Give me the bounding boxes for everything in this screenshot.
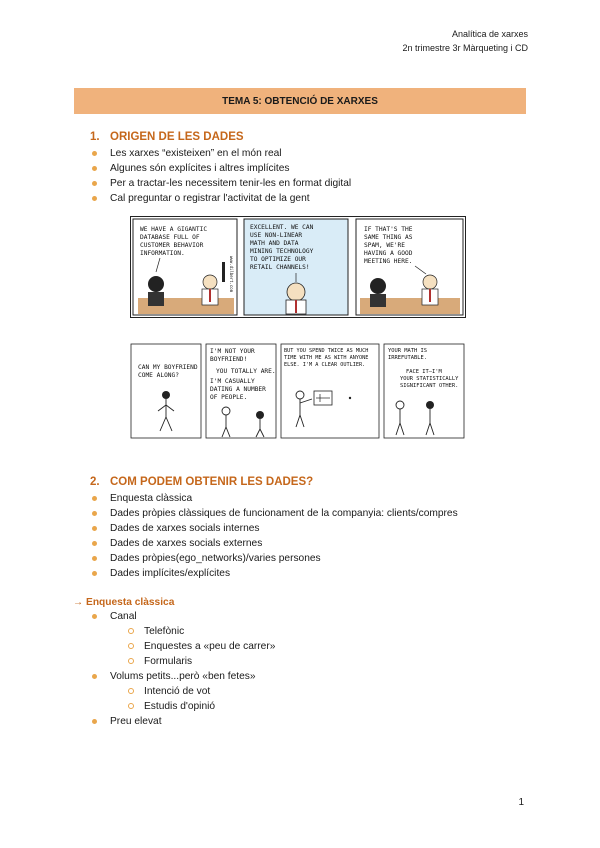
bullet-icon xyxy=(92,556,97,561)
subsection-list xyxy=(92,609,275,729)
bullet-icon xyxy=(92,151,97,156)
comic1-panel3-text: IF THAT'S THE SAME THING AS SPAM, WE'RE HAVING A GOOD MEETING HERE. xyxy=(364,226,413,265)
section1-heading xyxy=(90,131,244,143)
section1-number: 1. xyxy=(90,131,100,143)
topic-banner xyxy=(74,88,526,114)
list-subitem: Enquestes a «peu de carrer» xyxy=(92,639,275,654)
list-item: Dades implícites/explícites xyxy=(92,566,458,581)
page-number: 1 xyxy=(518,797,524,808)
list-item: Algunes són explícites i altres implícites xyxy=(92,161,351,176)
section2-number: 2. xyxy=(90,476,100,488)
section2-heading xyxy=(90,476,313,488)
bullet-icon xyxy=(92,166,97,171)
subsection-title: → Enquesta clàssica xyxy=(73,597,175,608)
comic2-panel4-text: YOUR MATH IS IRREFUTABLE. FACE IT—I'M YOUR STATISTICALLY SIGNIFICANT OTHER. xyxy=(388,348,459,389)
section1-bullets xyxy=(92,146,351,206)
comic2-panel2-text: I'M NOT YOUR BOYFRIEND! YOU TOTALLY ARE. I'M CASUALLY DATING A NUMBER OF PEOPLE. xyxy=(210,348,276,401)
circle-bullet-icon xyxy=(128,688,134,694)
bullet-icon xyxy=(92,674,97,679)
circle-bullet-icon xyxy=(128,643,134,649)
list-item: Volums petits...però «ben fetes» xyxy=(92,669,275,684)
comic2-panel1-text: CAN MY BOYFRIEND COME ALONG? xyxy=(138,364,198,379)
header-term: 2n trimestre 3r Màrqueting i CD xyxy=(402,43,528,53)
svg-text:www.dilbert.com: www.dilbert.com xyxy=(229,256,234,293)
comic1-panel2-text: EXCELLENT. WE CAN USE NON-LINEAR MATH AND DATA MINING TECHNOLOGY TO OPTIMIZE OUR RETAIL CHANNELS! xyxy=(250,224,314,271)
list-item: Les xarxes “existeixen” en el món real xyxy=(92,146,351,161)
section2-title: COM PODEM OBTENIR LES DADES? xyxy=(110,476,314,488)
xkcd-comic xyxy=(130,343,466,439)
header-course: Analítica de xarxes xyxy=(451,29,528,39)
list-item: Enquesta clàssica xyxy=(92,491,458,506)
list-subitem: Intenció de vot xyxy=(92,684,275,699)
bullet-icon xyxy=(92,511,97,516)
bullet-icon xyxy=(92,496,97,501)
list-subitem: Telefònic xyxy=(92,624,275,639)
list-item: Dades de xarxes socials internes xyxy=(92,521,458,536)
list-item: Preu elevat xyxy=(92,714,275,729)
bullet-icon xyxy=(92,719,97,724)
bullet-icon xyxy=(92,614,97,619)
bullet-icon xyxy=(92,526,97,531)
list-item: Dades pròpies(ego_networks)/varies persones xyxy=(92,551,458,566)
bullet-icon xyxy=(92,541,97,546)
dilbert-comic xyxy=(130,216,466,318)
topic-title: TEMA 5: OBTENCIÓ DE XARXES xyxy=(222,95,378,107)
comic2-panel3-text: BUT YOU SPEND TWICE AS MUCH TIME WITH ME AS WITH ANYONE ELSE. I'M A CLEAR OUTLIER. xyxy=(284,348,369,368)
list-item: Dades pròpies clàssiques de funcionament de la companyia: clients/compres xyxy=(92,506,458,521)
list-item: Canal xyxy=(92,609,275,624)
circle-bullet-icon xyxy=(128,658,134,664)
bullet-icon xyxy=(92,571,97,576)
bullet-icon xyxy=(92,181,97,186)
comic1-panel1-text: WE HAVE A GIGANTIC DATABASE FULL OF CUSTOMER BEHAVIOR INFORMATION. xyxy=(140,226,208,257)
list-item: Dades de xarxes socials externes xyxy=(92,536,458,551)
circle-bullet-icon xyxy=(128,703,134,709)
list-item: Cal preguntar o registrar l'activitat de la gent xyxy=(92,191,351,206)
section2-bullets xyxy=(92,491,458,581)
list-item: Per a tractar-les necessitem tenir-les en format digital xyxy=(92,176,351,191)
circle-bullet-icon xyxy=(128,628,134,634)
section1-title: ORIGEN DE LES DADES xyxy=(110,131,244,143)
list-subitem: Estudis d'opinió xyxy=(92,699,275,714)
list-subitem: Formularis xyxy=(92,654,275,669)
bullet-icon xyxy=(92,196,97,201)
